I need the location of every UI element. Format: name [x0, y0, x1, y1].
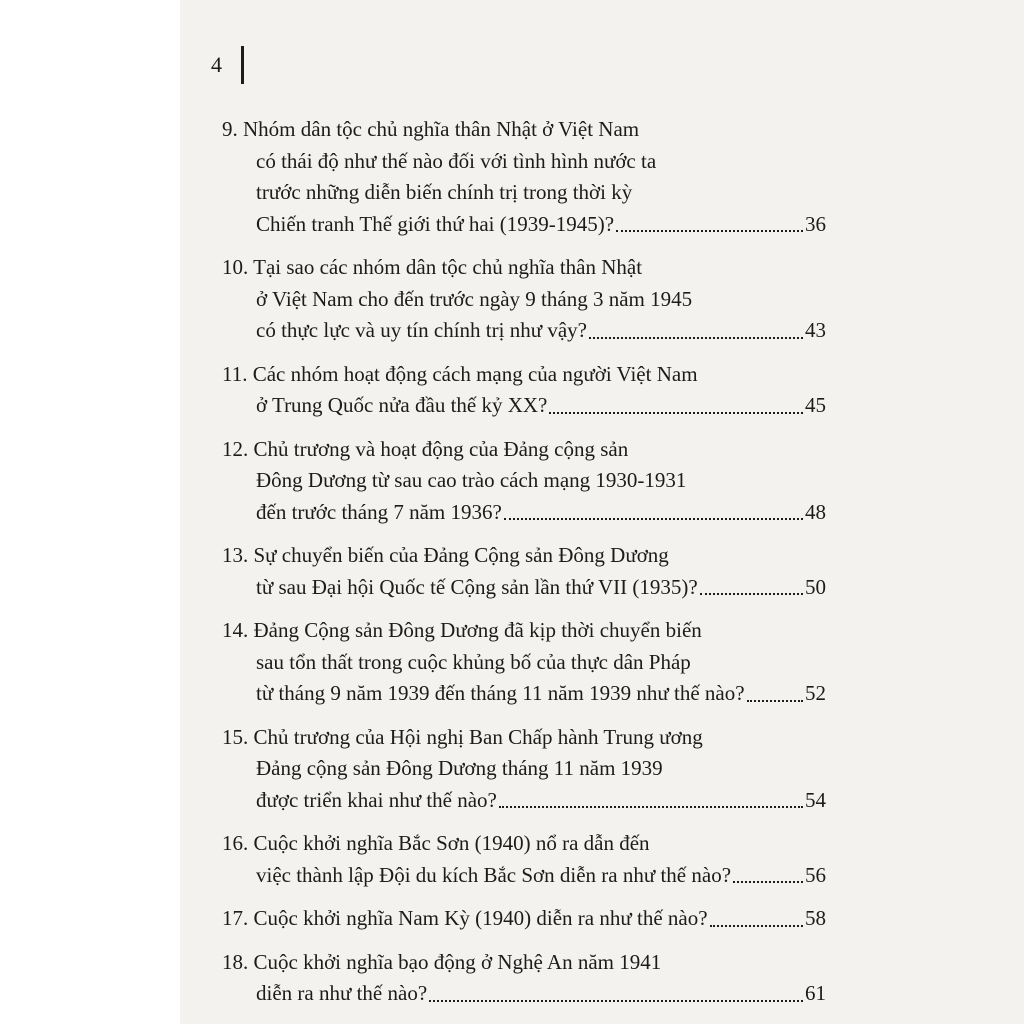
toc-entry-text: được triển khai như thế nào? — [256, 787, 497, 812]
toc-page-number: 54 — [805, 787, 826, 812]
toc-entry-last-line — [222, 903, 826, 935]
toc-entry — [222, 828, 826, 891]
toc-entry-line — [222, 753, 826, 785]
dot-leader — [616, 230, 803, 232]
toc-entry — [222, 722, 826, 817]
toc-entry-text: đến trước tháng 7 năm 1936? — [256, 499, 502, 524]
dot-leader — [747, 700, 803, 702]
toc-entry-text: Đảng cộng sản Đông Dương tháng 11 năm 1939 — [256, 756, 663, 780]
toc-entry-text: 16. Cuộc khởi nghĩa Bắc Sơn (1940) nổ ra dẫn đến — [222, 831, 650, 855]
toc-entry-text: sau tổn thất trong cuộc khủng bố của thực dân Pháp — [256, 649, 691, 674]
toc-entry-text: 12. Chủ trương và hoạt động của Đảng cộng sản — [222, 436, 629, 461]
toc-entry-last-line — [222, 209, 826, 241]
toc-page-number: 48 — [805, 499, 826, 524]
toc-entry-last-line — [222, 315, 826, 347]
toc-entry-text: 11. Các nhóm hoạt động cách mạng của người Việt Nam — [222, 361, 698, 386]
toc-entry-text: 9. Nhóm dân tộc chủ nghĩa thân Nhật ở Việt Nam — [222, 117, 640, 141]
dot-leader — [429, 1000, 803, 1002]
toc-entry-last-line — [222, 785, 826, 817]
toc-entry — [222, 359, 826, 422]
toc-entry-line — [222, 647, 826, 679]
table-of-contents — [222, 114, 826, 1022]
toc-entry — [222, 947, 826, 1010]
toc-entry-last-line — [222, 572, 826, 604]
toc-entry-last-line — [222, 390, 826, 422]
toc-page-number: 50 — [805, 574, 826, 599]
page-edge — [1000, 0, 1024, 1024]
toc-page-number: 52 — [805, 681, 826, 705]
toc-page-number: 36 — [805, 211, 826, 236]
toc-entry-line — [222, 434, 826, 466]
toc-entry-line — [222, 947, 826, 979]
toc-entry — [222, 540, 826, 603]
toc-entry-line — [222, 177, 826, 209]
toc-entry-line — [222, 359, 826, 391]
toc-entry-last-line — [222, 860, 826, 892]
toc-entry-line — [222, 828, 826, 860]
toc-entry-text: việc thành lập Đội du kích Bắc Sơn diễn ra như thế nào? — [256, 862, 732, 887]
toc-entry-text: từ sau Đại hội Quốc tế Cộng sản lần thứ VII (1935)? — [256, 574, 698, 599]
toc-entry-text: diễn ra như thế nào? — [256, 981, 428, 1005]
page-number-rule — [241, 46, 244, 84]
toc-page-number: 45 — [805, 393, 826, 417]
toc-entry-text: có thái độ như thế nào đối với tình hình nước ta — [256, 148, 657, 173]
toc-entry-text: Đông Dương từ sau cao trào cách mạng 1930-1931 — [256, 468, 687, 492]
toc-entry-last-line — [222, 497, 826, 529]
dot-leader — [733, 881, 803, 883]
dot-leader — [504, 518, 803, 520]
toc-entry-text: ở Trung Quốc nửa đầu thế kỷ XX? — [256, 393, 548, 417]
page-number: 4 — [211, 52, 222, 77]
toc-entry-text: ở Việt Nam cho đến trước ngày 9 tháng 3 năm 1945 — [256, 286, 693, 311]
toc-entry-last-line — [222, 678, 826, 710]
toc-entry — [222, 903, 826, 935]
toc-entry-line — [222, 146, 826, 178]
toc-page-number: 58 — [805, 906, 826, 930]
toc-entry — [222, 114, 826, 240]
toc-entry-line — [222, 465, 826, 497]
toc-page-number: 61 — [805, 981, 826, 1005]
toc-entry — [222, 252, 826, 347]
dot-leader — [499, 806, 803, 808]
toc-entry — [222, 615, 826, 710]
toc-entry-text: có thực lực và uy tín chính trị như vậy? — [256, 318, 587, 342]
toc-entry-last-line — [222, 978, 826, 1010]
toc-entry-text: 18. Cuộc khởi nghĩa bạo động ở Nghệ An năm 1941 — [222, 949, 662, 974]
dot-leader — [589, 337, 803, 339]
toc-page-number: 43 — [805, 318, 826, 342]
toc-entry-line — [222, 284, 826, 316]
toc-entry-text: 17. Cuộc khởi nghĩa Nam Kỳ (1940) diễn ra như thế nào? — [222, 906, 708, 930]
toc-entry-text: 14. Đảng Cộng sản Đông Dương đã kịp thời chuyển biến — [222, 618, 702, 642]
toc-entry-line — [222, 615, 826, 647]
toc-entry — [222, 434, 826, 529]
toc-entry-line — [222, 252, 826, 284]
dot-leader — [710, 925, 803, 927]
toc-entry-line — [222, 540, 826, 572]
toc-entry-line — [222, 722, 826, 754]
toc-entry-text: 15. Chủ trương của Hội nghị Ban Chấp hành Trung ương — [222, 724, 703, 749]
toc-entry-text: trước những diễn biến chính trị trong thời kỳ — [256, 180, 633, 204]
toc-entry-line — [222, 114, 826, 146]
toc-entry-text: Chiến tranh Thế giới thứ hai (1939-1945)? — [256, 211, 615, 236]
dot-leader — [700, 593, 803, 595]
toc-entry-text: 10. Tại sao các nhóm dân tộc chủ nghĩa thân Nhật — [222, 255, 643, 279]
toc-entry-text: 13. Sự chuyển biến của Đảng Cộng sản Đông Dương — [222, 543, 669, 567]
dot-leader — [549, 412, 803, 414]
toc-entry-text: từ tháng 9 năm 1939 đến tháng 11 năm 1939 như thế nào? — [256, 681, 745, 705]
toc-page-number: 56 — [805, 862, 826, 887]
